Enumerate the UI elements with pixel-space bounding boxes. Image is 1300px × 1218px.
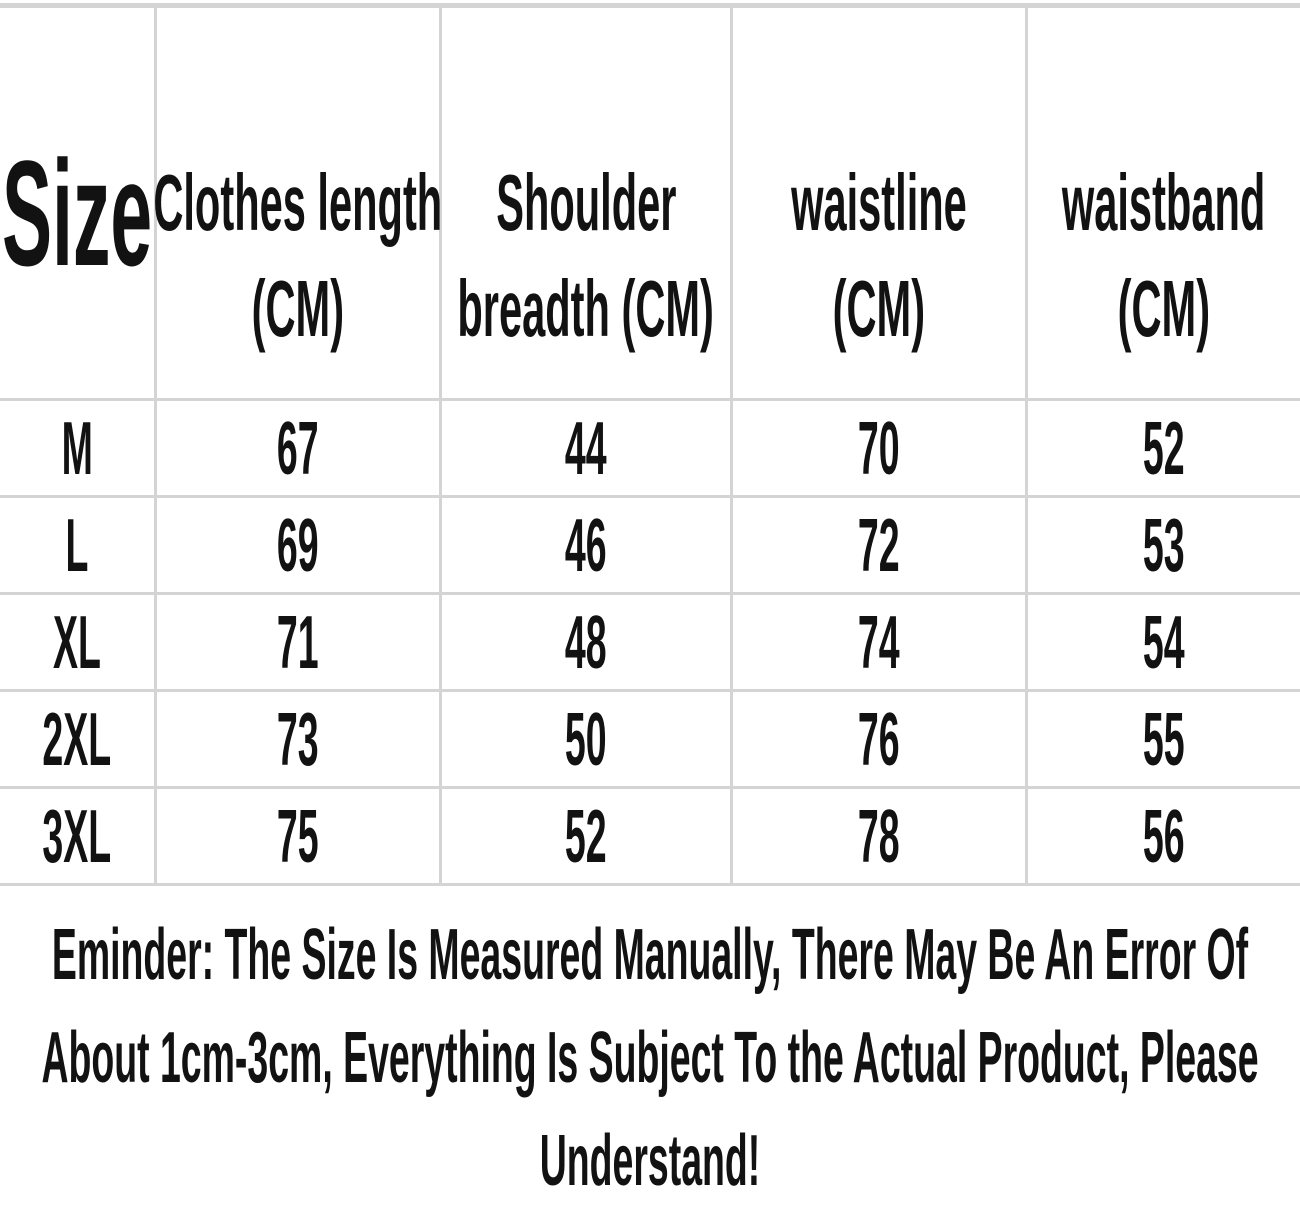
size-label: 2XL xyxy=(42,697,112,781)
header-line: breadth (CM) xyxy=(457,263,715,353)
header-line: waistband xyxy=(1062,157,1266,247)
header-unit: (CM) xyxy=(832,263,926,353)
header-line: Shoulder xyxy=(495,157,677,247)
column-header-waistband xyxy=(1028,8,1300,398)
cell-m-clothes-length xyxy=(157,401,439,495)
cell-value: 73 xyxy=(277,697,319,781)
size-title: Size xyxy=(1,128,153,297)
cell-xl-shoulder-breadth xyxy=(442,595,730,689)
header-unit: (CM) xyxy=(251,263,345,353)
cell-value: 56 xyxy=(1143,794,1185,878)
cell-value: 50 xyxy=(565,697,607,781)
row-label-m xyxy=(0,401,154,495)
cell-3xl-shoulder-breadth xyxy=(442,789,730,883)
cell-value: 78 xyxy=(858,794,900,878)
cell-xl-clothes-length xyxy=(157,595,439,689)
cell-value: 72 xyxy=(858,503,900,587)
cell-3xl-clothes-length xyxy=(157,789,439,883)
cell-value: 71 xyxy=(277,600,319,684)
row-label-l xyxy=(0,498,154,592)
cell-2xl-shoulder-breadth xyxy=(442,692,730,786)
size-note-line: Understand! xyxy=(539,1121,761,1201)
cell-value: 74 xyxy=(858,600,900,684)
size-note xyxy=(0,904,1300,1213)
column-header-shoulder-breadth xyxy=(442,8,730,398)
row-label-2xl xyxy=(0,692,154,786)
cell-3xl-waistband xyxy=(1028,789,1300,883)
header-line: waistline xyxy=(791,157,967,247)
cell-value: 54 xyxy=(1143,600,1185,684)
cell-value: 76 xyxy=(858,697,900,781)
cell-l-waistband xyxy=(1028,498,1300,592)
cell-value: 53 xyxy=(1143,503,1185,587)
size-chart-table xyxy=(0,3,1300,886)
cell-m-shoulder-breadth xyxy=(442,401,730,495)
cell-l-waistline xyxy=(733,498,1025,592)
size-label: M xyxy=(61,406,93,490)
cell-value: 67 xyxy=(277,406,319,490)
column-header-size xyxy=(0,8,154,398)
size-note-line: Eminder: The Size Is Measured Manually, There May Be An Error Of xyxy=(51,915,1249,995)
size-note-line: About 1cm-3cm, Everything Is Subject To the Actual Product, Please xyxy=(41,1018,1259,1098)
column-header-clothes-length xyxy=(153,8,443,398)
cell-value: 52 xyxy=(1143,406,1185,490)
cell-value: 48 xyxy=(565,600,607,684)
cell-value: 69 xyxy=(277,503,319,587)
cell-2xl-waistline xyxy=(733,692,1025,786)
cell-l-shoulder-breadth xyxy=(442,498,730,592)
cell-2xl-clothes-length xyxy=(157,692,439,786)
cell-m-waistline xyxy=(733,401,1025,495)
size-label: L xyxy=(65,503,89,587)
cell-value: 75 xyxy=(277,794,319,878)
cell-m-waistband xyxy=(1028,401,1300,495)
cell-3xl-waistline xyxy=(733,789,1025,883)
row-label-3xl xyxy=(0,789,154,883)
size-label: 3XL xyxy=(42,794,112,878)
cell-value: 55 xyxy=(1143,697,1185,781)
column-header-waistline xyxy=(733,8,1025,398)
cell-value: 46 xyxy=(565,503,607,587)
header-line: Clothes length xyxy=(153,157,443,247)
cell-2xl-waistband xyxy=(1028,692,1300,786)
cell-value: 70 xyxy=(858,406,900,490)
cell-xl-waistline xyxy=(733,595,1025,689)
header-unit: (CM) xyxy=(1117,263,1211,353)
cell-xl-waistband xyxy=(1028,595,1300,689)
size-label: XL xyxy=(53,600,101,684)
cell-value: 44 xyxy=(565,406,607,490)
row-label-xl xyxy=(0,595,154,689)
cell-l-clothes-length xyxy=(157,498,439,592)
cell-value: 52 xyxy=(565,794,607,878)
